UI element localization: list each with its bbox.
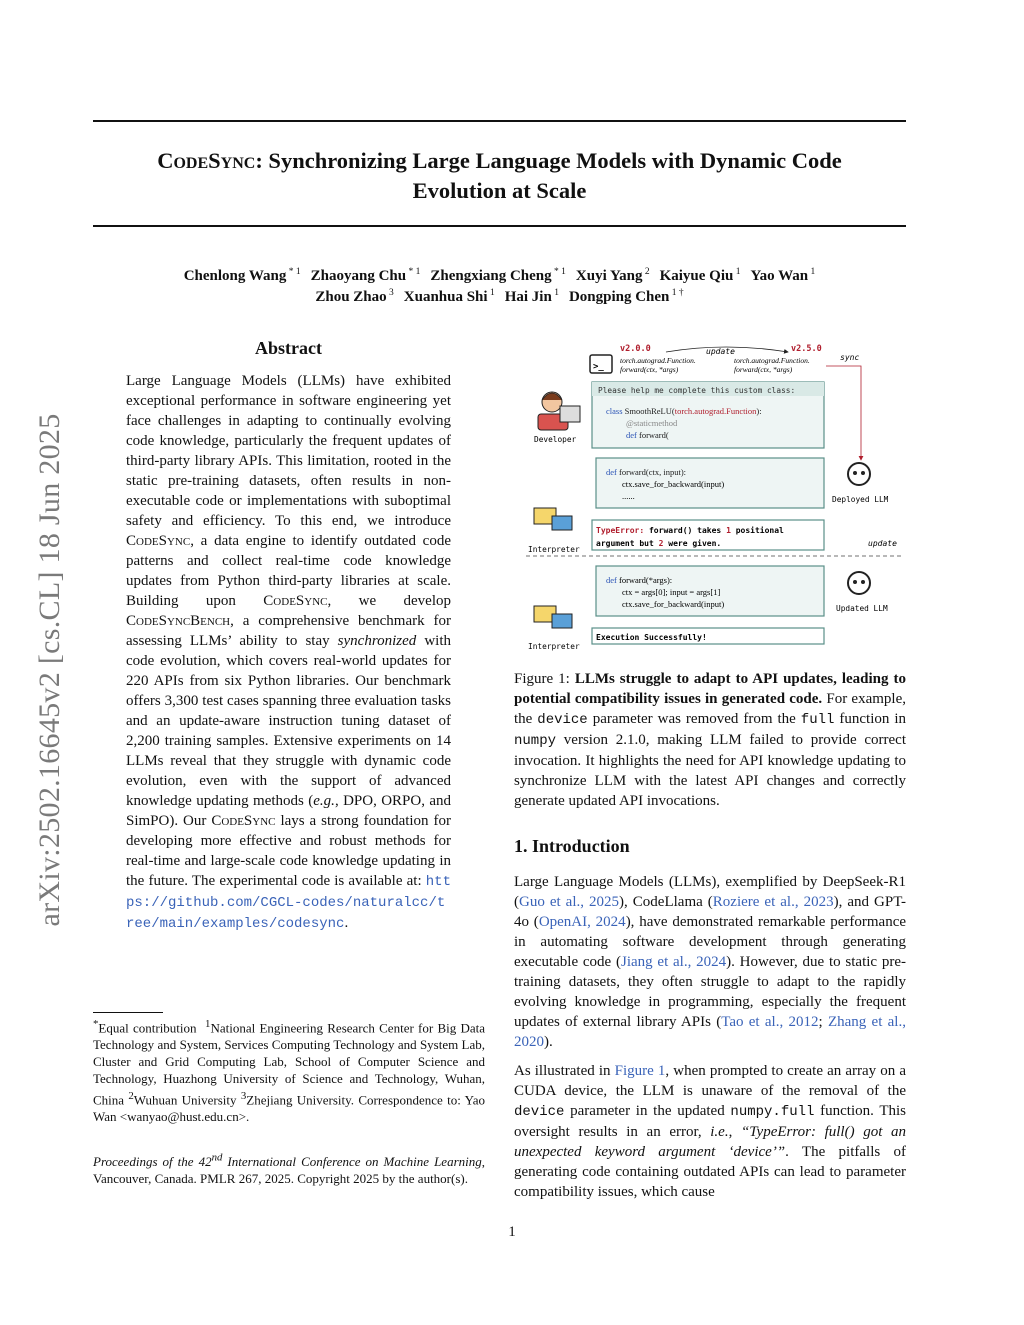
author-affiliation-mark: * 1 <box>551 267 566 277</box>
citation-tao[interactable]: Tao et al., 2012 <box>721 1014 819 1030</box>
title-codesync: CodeSync <box>157 148 256 173</box>
author-affiliation-mark: 1 <box>551 288 559 298</box>
abstract-text: Large Language Models (LLMs) have exhibited exceptional performance in software engineering yet face challenges in adapting to continually evolving code knowledge, particularly the frequent updates of third-party library APIs. This limitation, rooted in the static pre-training datasets, often results in non-executable code or implementations with suboptimal safety and efficiency. To this end, we introduce CodeSync, a data engine to identify outdated code patterns and collect real-time code knowledge updates from Python third-party libraries at scale. Building upon CodeSync, we develop CodeSyncBench, a comprehensive benchmark for assessing LLMs’ ability to stay synchronized with code evolution, which covers real-world updates for 220 APIs from six Python libraries. Our benchmark offers 3,300 test cases spanning three evaluation tasks and an update-aware instruction tuning dataset of 2,200 training samples. Extensive experiments on 14 LLMs reveal that they struggle with dynamic code evolution, even with the support of advanced knowledge updating methods (e.g., DPO, ORPO, and SimPO). Our CodeSync lays a strong foundation for developing more effective and robust methods for real-time and large-scale code knowledge updating in the future. The experimental code is available at: https://github.com/CGCL-codes/naturalcc/tree/main/examples/codesync. <box>126 373 452 932</box>
citation-jiang[interactable]: Jiang et al., 2024 <box>620 954 727 970</box>
author-name: Yao Wan $^1$ <box>750 267 816 284</box>
author-affiliation-mark: 1 <box>808 267 816 277</box>
arxiv-identifier: arXiv:2502.16645v2 [cs.CL] 18 Jun 2025 <box>33 413 66 927</box>
error-line1: TypeError: forward() takes 1 positional <box>596 526 784 535</box>
paper-title: CodeSync: Synchronizing Large Language Models with Dynamic Code Evolution at Scale <box>157 148 842 203</box>
code2-line3: ...... <box>622 491 635 501</box>
page-number: 1 <box>508 1224 516 1240</box>
author-name: Kaiyue Qiu $^1$ <box>659 267 741 284</box>
author-name: Zhaoyang Chu $^{* 1}$ <box>310 267 421 284</box>
author-name: Zhengxiang Cheng $^{* 1}$ <box>430 267 566 284</box>
footnote: *Equal contribution $^1$National Engineering Research Center for Big Data Technology and System, Services Computing Technology and System Lab, Cluster and Grid Computing Lab, School of Computer Science and Technology, Huazhong University of Science and Technology, Wuhan, China $^2$Wuhuan University $^3$Zhejiang University. Correspondence to: Yao Wan <wanyao@hust.edu.cn>. <box>93 1018 486 1124</box>
deployed-llm-icon <box>848 463 870 485</box>
old-signature-1: torch.autograd.Function. <box>620 356 696 365</box>
author-affiliation-mark: 3 <box>386 288 394 298</box>
proceedings-note: Proceedings of the 42nd International Conference on Machine Learning, Vancouver, Canada. PMLR 267, 2025. Copyright 2025 by the author(s). <box>93 1152 485 1187</box>
code1-line2: @staticmethod <box>626 418 678 428</box>
new-signature-2: forward(ctx, *args) <box>734 365 793 374</box>
authors-line-2 <box>93 283 906 308</box>
new-signature-1: torch.autograd.Function. <box>734 356 810 365</box>
author-name: Xuanhua Shi $^1$ <box>403 288 495 305</box>
author-affiliation-mark: * 1 <box>406 267 421 277</box>
footnote-rule <box>93 1012 163 1013</box>
abstract-heading: Abstract <box>255 338 322 358</box>
version-old: v2.0.0 <box>620 344 651 354</box>
interpreter-label-1: Interpreter <box>528 545 580 554</box>
author-name: Zhou Zhao $^3$ <box>315 288 394 305</box>
author-affiliation-mark: 1 † <box>669 288 684 298</box>
title-rule-top <box>93 120 906 122</box>
code3-line3: ctx.save_for_backward(input) <box>622 599 725 609</box>
deployed-llm-label: Deployed LLM <box>832 495 889 504</box>
citation-roziere[interactable]: Roziere et al., 2023 <box>712 894 834 910</box>
code1-line1: class SmoothReLU(torch.autograd.Function): <box>606 406 762 416</box>
author-name: Dongping Chen $^{1 \dagger}$ <box>568 288 684 305</box>
code2-line2: ctx.save_for_backward(input) <box>622 479 725 489</box>
success-text: Execution Successfully! <box>596 633 707 642</box>
version-new: v2.5.0 <box>791 344 822 354</box>
old-signature-2: forward(ctx, *args) <box>620 365 679 374</box>
code2-line1: def forward(ctx, input): <box>606 467 687 477</box>
figure-1-ref-link[interactable]: Figure 1 <box>614 1063 666 1079</box>
author-name: Chenlong Wang $^{* 1}$ <box>183 267 301 284</box>
code-url-link[interactable]: https://github.com/CGCL-codes/naturalcc/tree/main/examples/codesync <box>126 874 451 932</box>
code1-line3: def forward( <box>626 430 669 440</box>
svg-text:>_: >_ <box>593 362 604 372</box>
code3-line1: def forward(*args): <box>606 575 673 585</box>
author-affiliation-mark: 2 <box>642 267 650 277</box>
sync-label: sync <box>840 353 860 362</box>
updated-llm-label: Updated LLM <box>836 604 888 613</box>
author-name: Hai Jin $^1$ <box>504 288 559 305</box>
author-affiliation-mark: 1 <box>733 267 741 277</box>
author-affiliation-mark: 1 <box>487 288 495 298</box>
figure-1-caption: Figure 1: LLMs struggle to adapt to API updates, leading to potential compatibility issues in generated code. For example, the device parameter was removed from the full function in numpy version 2.1.0, making LLM failed to provide correct invocation. It highlights the need for API knowledge updating to synchronize LLM with the latest API changes and correctly generate updated API invocations. <box>514 671 907 809</box>
citation-guo[interactable]: Guo et al., 2025 <box>519 894 620 910</box>
prompt-text: Please help me complete this custom class: <box>598 386 796 395</box>
author-affiliation-mark: * 1 <box>286 267 301 277</box>
code3-line2: ctx = args[0]; input = args[1] <box>622 587 721 597</box>
interpreter-label-2: Interpreter <box>528 642 580 651</box>
title-rule-bottom <box>93 225 906 227</box>
developer-label: Developer <box>534 435 577 444</box>
citation-openai[interactable]: OpenAI, 2024 <box>538 914 626 930</box>
error-line2: argument but 2 were given. <box>596 539 722 548</box>
citation-zhang[interactable]: Zhang et al., 2020 <box>514 1014 906 1050</box>
updated-llm-icon <box>848 572 870 594</box>
author-name: Xuyi Yang $^2$ <box>575 267 650 284</box>
introduction-heading: 1. Introduction <box>514 836 630 856</box>
figure-1-diagram <box>526 340 906 655</box>
introduction-paragraph-1: Large Language Models (LLMs), exemplified by DeepSeek-R1 (Guo et al., 2025), CodeLlama (Roziere et al., 2023), and GPT-4o (OpenAI, 2024), have demonstrated remarkable performance in automating software development through generating executable code (Jiang et al., 2024). However, due to static pre-training datasets, they often struggle to adapt to the rapidly evolving knowledge in programming, especially the frequent updates of external library APIs (Tao et al., 2012; Zhang et al., 2020). <box>514 874 907 1050</box>
update-label-2: update <box>868 539 897 548</box>
introduction-paragraph-2: As illustrated in Figure 1, when prompted to create an array on a CUDA device, the LLM is unaware of the removal of the device parameter in the updated numpy.full function. This oversight results in an error, i.e., “TypeError: full() got an unexpected keyword argument ‘device’”. The pitfalls of generating code containing outdated APIs can lead to parameter compatibility issues, which cause <box>514 1063 907 1200</box>
update-label: update <box>706 347 735 356</box>
sync-arrow <box>826 366 861 460</box>
